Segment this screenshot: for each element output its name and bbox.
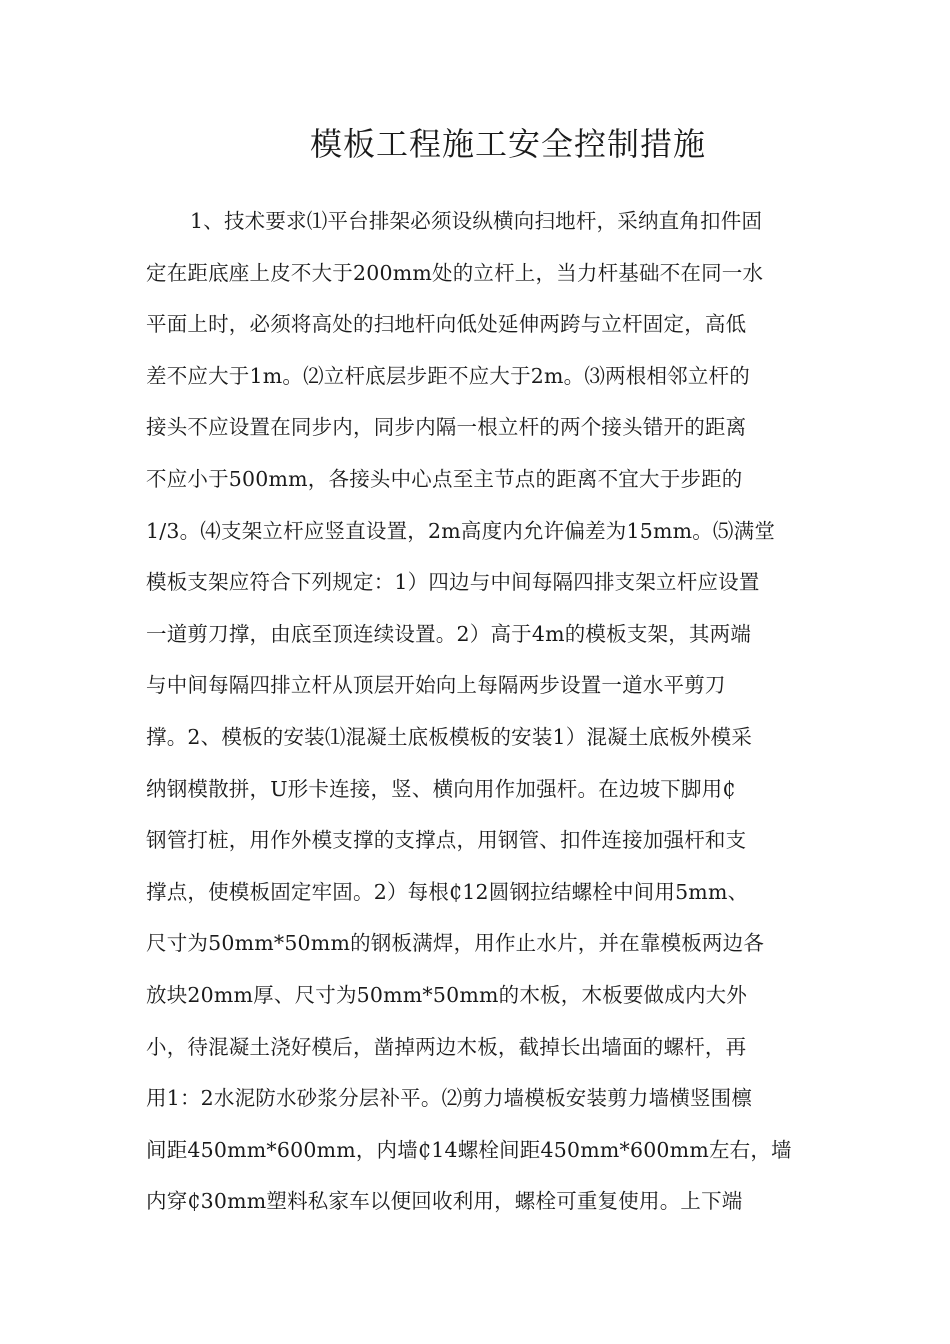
text-line: 间距450mm*600mm，内墙₵14螺栓间距450mm*600mm左右，墙 xyxy=(146,1137,792,1162)
text-line: 不应小于500mm，各接头中心点至主节点的距离不宜大于步距的 xyxy=(146,466,743,491)
document-title: 模板工程施工安全控制措施 xyxy=(309,125,706,163)
text-line: 撑。2、模板的安装⑴混凝土底板模板的安装1）混凝土底板外模采 xyxy=(146,724,753,749)
text-line: 小，待混凝土浇好模后，凿掉两边木板，截掉长出墙面的螺杆，再 xyxy=(146,1034,747,1059)
text-line: 一道剪刀撑，由底至顶连续设置。2）高于4m的模板支架，其两端 xyxy=(146,621,752,646)
text-line: 撑点，使模板固定牢固。2）每根₵12圆钢拉结螺栓中间用5mm、 xyxy=(146,879,749,904)
text-line: 1、技术要求⑴平台排架必须设纵横向扫地杆，采纳直角扣件固 xyxy=(190,209,763,233)
text-line: 接头不应设置在同步内，同步内隔一根立杆的两个接头错开的距离 xyxy=(146,415,747,440)
text-line: 内穿₵30mm塑料私家车以便回收利用，螺栓可重复使用。上下端 xyxy=(146,1189,743,1214)
text-line: 定在距底座上皮不大于200mm处的立杆上，当力杆基础不在同一水 xyxy=(146,260,764,285)
text-line: 差不应大于1m。⑵立杆底层步距不应大于2m。⑶两根相邻立杆的 xyxy=(146,363,750,388)
text-line: 1/3。⑷支架立杆应竖直设置，2m高度内允许偏差为15mm。⑸满堂 xyxy=(146,518,776,543)
text-line: 放块20mm厚、尺寸为50mm*50mm的木板，木板要做成内大外 xyxy=(146,982,748,1007)
text-line: 钢管打桩，用作外模支撑的支撑点，用钢管、扣件连接加强杆和支 xyxy=(146,828,747,853)
text-line: 纳钢模散拼，U形卡连接，竖、横向用作加强杆。在边坡下脚用₵ xyxy=(146,776,736,801)
text-line: 平面上时，必须将高处的扫地杆向低处延伸两跨与立杆固定，高低 xyxy=(146,312,747,337)
document-body xyxy=(146,196,811,1228)
text-line: 模板支架应符合下列规定：1）四边与中间每隔四排支架立杆应设置 xyxy=(146,570,760,595)
text-line: 与中间每隔四排立杆从顶层开始向上每隔两步设置一道水平剪刀 xyxy=(146,673,726,698)
text-line: 用1：2水泥防水砂浆分层补平。⑵剪力墙模板安装剪力墙横竖围檩 xyxy=(146,1086,753,1111)
text-line: 尺寸为50mm*50mm的钢板满焊，用作止水片，并在靠模板两边各 xyxy=(146,931,765,956)
